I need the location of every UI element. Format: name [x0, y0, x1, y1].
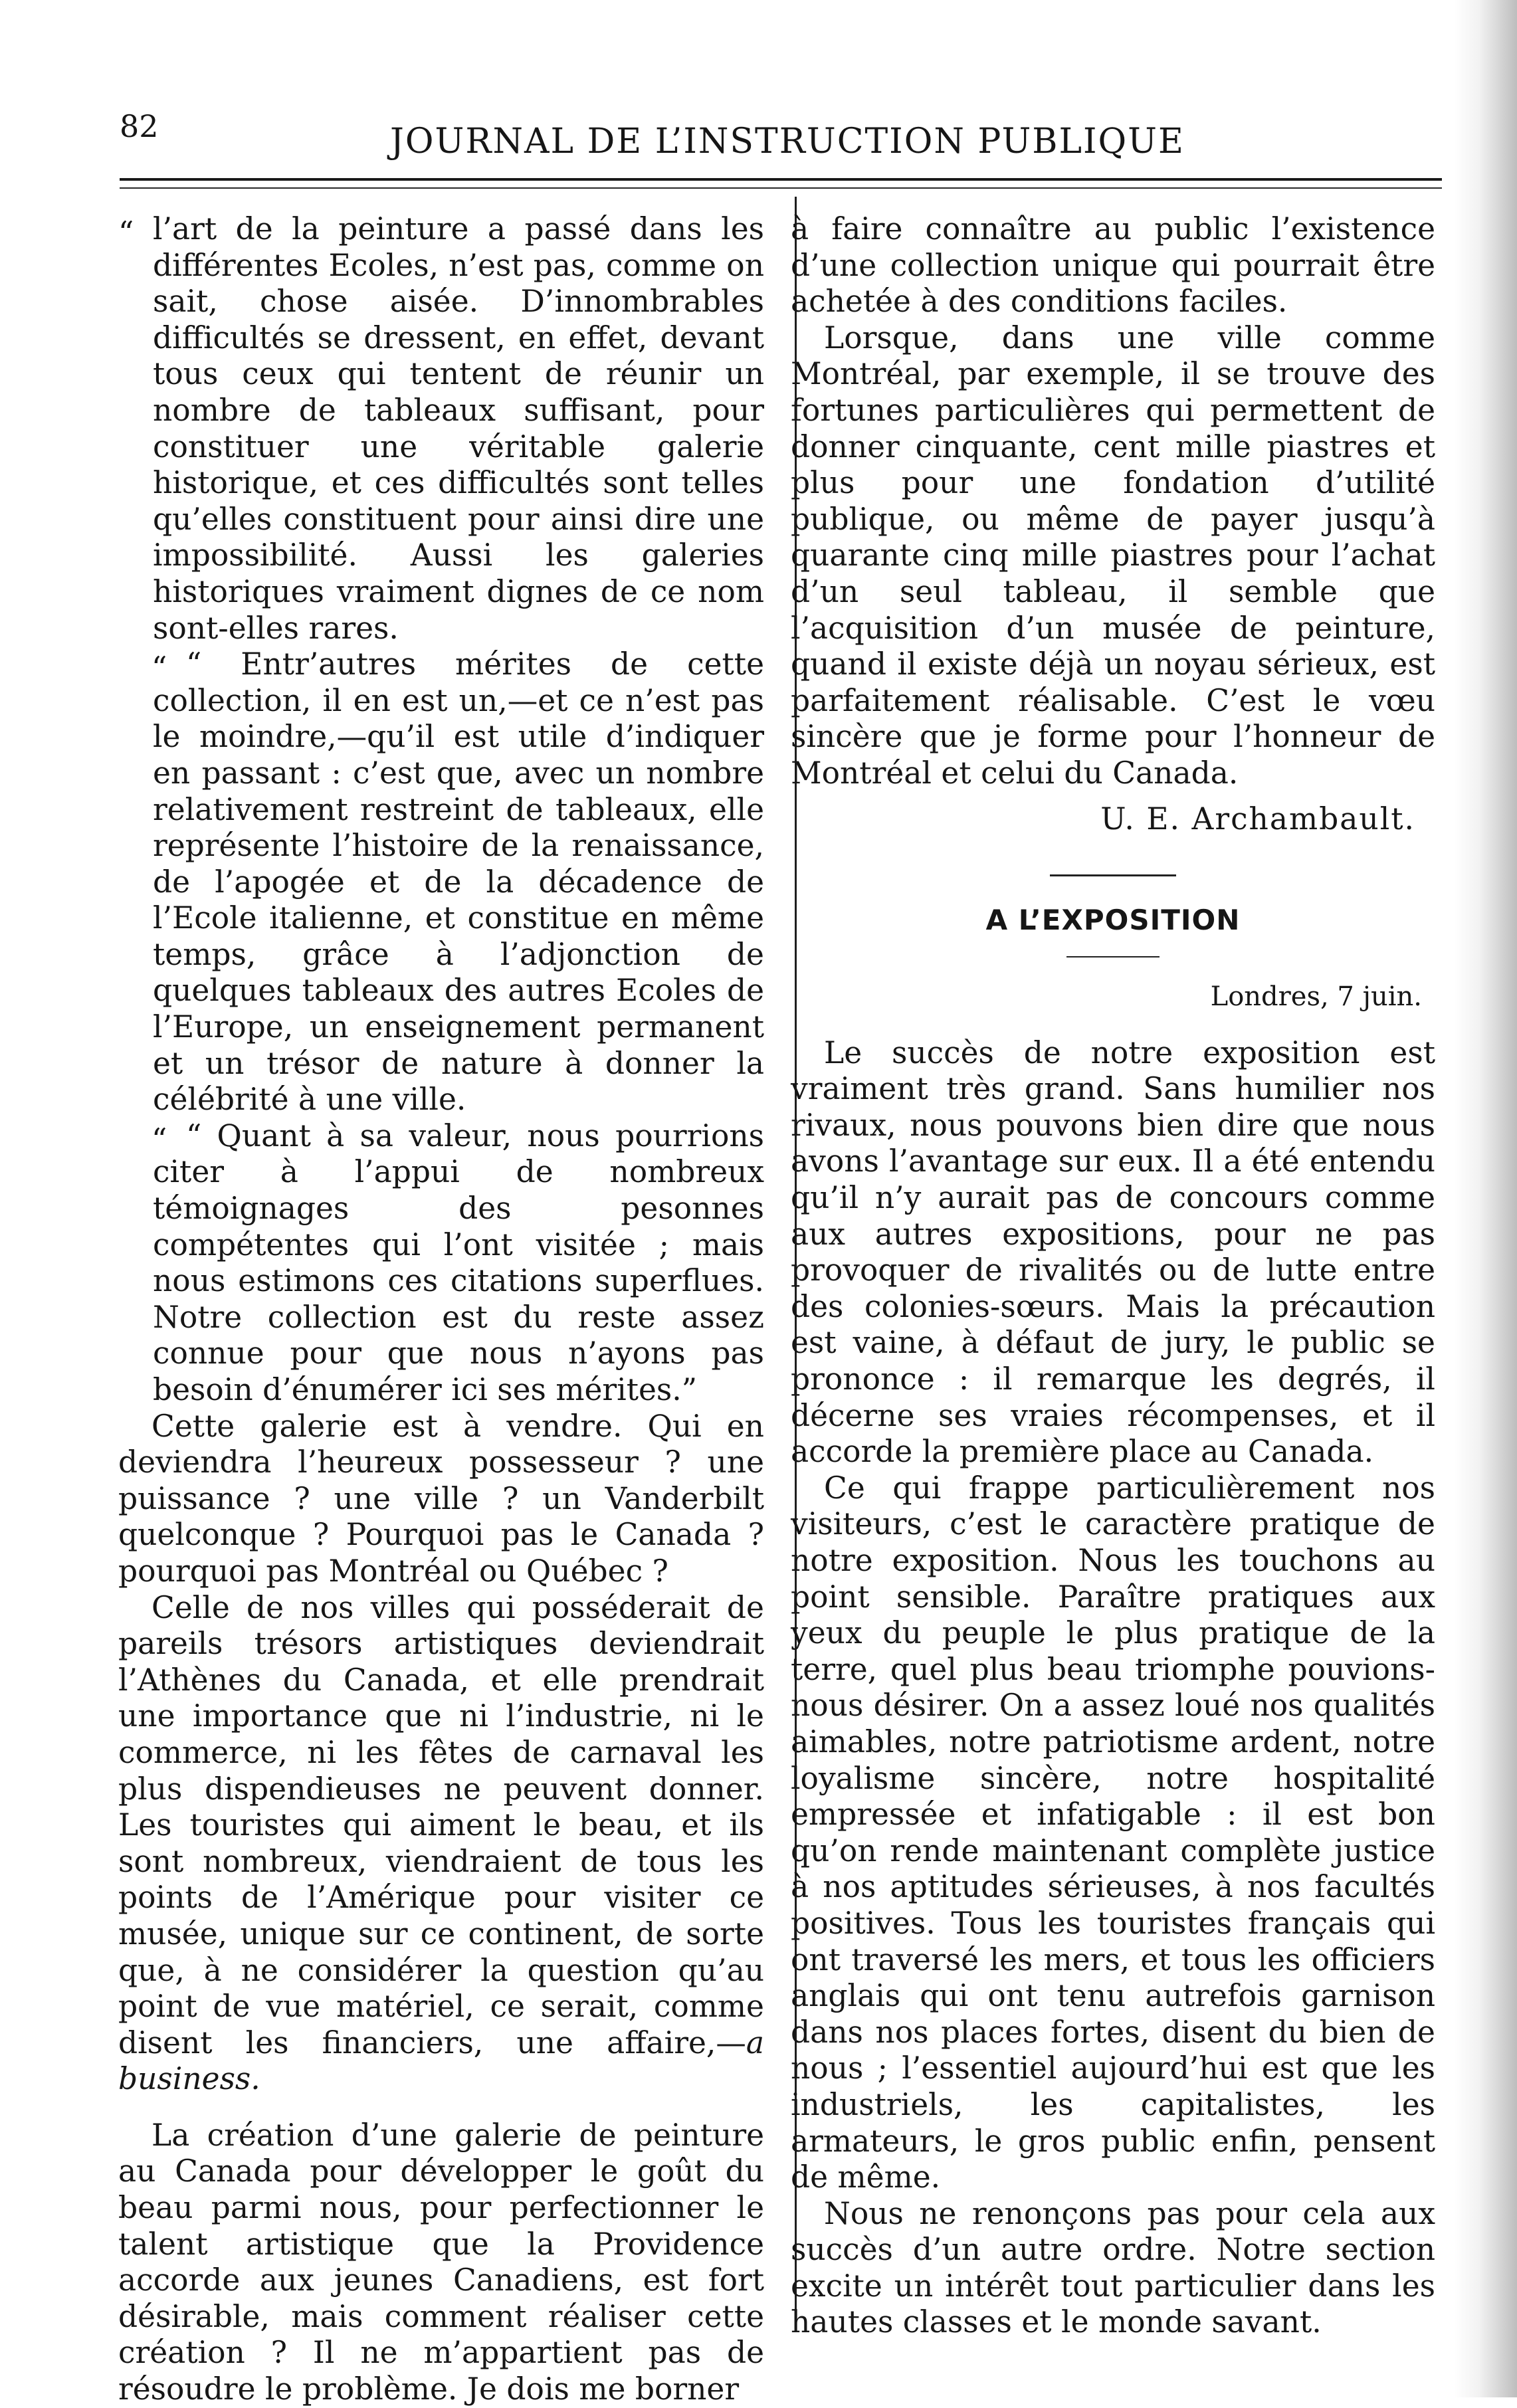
dateline: Londres, 7 juin. — [1210, 981, 1422, 1013]
quoted-passage — [118, 211, 764, 1409]
author-signature: U. E. Archambault. — [1100, 801, 1415, 837]
body-paragraph — [118, 1590, 764, 2098]
page-edge-shadow — [1454, 0, 1517, 2397]
paragraph-gap — [791, 1015, 1435, 1035]
quoted-paragraph: “ l’art de la peinture a passé dans les différentes Ecoles, n’est pas, comme on sait, chose aisée. D’innombrables difficultés se dressent, en effet, devant tous ceux qui tentent de réunir un nombre de tableaux suffisant, pour constituer une véritable galerie historique, et ces difficultés sont telles qu’elles constituent pour ainsi dire une impossibilité. Aussi les galeries historiques vraiment dignes de ce nom sont-elles rares. — [118, 211, 764, 647]
body-paragraph: Ce qui frappe particulièrement nos visiteurs, c’est le caractère pratique de notre exposition. Nous les touchons au point sensible. Paraître pratiques aux yeux du peuple le plus pratique de la terre, quel plus beau triomphe pouvions-nous désirer. On a assez loué nos qualités aimables, notre patriotisme ardent, notre loyalisme sincère, notre hospitalité empressée et infatigable : il est bon qu’on rende maintenant complète justice à nos aptitudes sérieuses, à nos facultés positives. Tous les touristes français qui ont traversé les mers, et tous les officiers anglais qui ont tenu autrefois garnison dans nos places fortes, disent du bien de nous ; l’essentiel aujourd’hui est que les industriels, les capitalistes, les armateurs, le gros public enfin, pensent de même. — [791, 1470, 1435, 2195]
quoted-paragraph: “ “ Entr’autres mérites de cette collection, il en est un,—et ce n’est pas le moindre,—qu’il est utile d’indiquer en passant : c’est que, avec un nombre relativement restreint de tableaux, elle représente l’histoire de la renaissance, de l’apogée et de la décadence de l’Ecole italienne, et constitue en même temps, grâce à l’adjonction de quelques tableaux des autres Ecoles de l’Europe, un enseignement permanent et un trésor de nature à donner la célébrité à une ville. — [118, 647, 764, 1118]
italic-phrase: a business. — [118, 2025, 764, 2097]
header-rule — [120, 178, 1442, 181]
left-column — [118, 211, 764, 2408]
body-paragraph: Le succès de notre exposition est vraiment très grand. Sans humilier nos rivaux, nous pouvons bien dire que nous avons l’avantage sur eux. Il a été entendu qu’il n’y aurait pas de concours comme aux autres expositions, pour ne pas provoquer de rivalités ou de lutte entre des colonies-sœurs. Mais la précaution est vaine, à défaut de jury, le public se prononce : il remarque les degrés, il décerne ses vraies récompenses, et il accorde la première place au Canada. — [791, 1035, 1435, 1470]
body-paragraph: Nous ne renonçons pas pour cela aux succès d’un autre ordre. Notre section excite un intérêt tout particulier dans les hautes classes et le monde savant. — [791, 2195, 1435, 2340]
header-rule-thin — [120, 187, 1442, 189]
body-paragraph: Cette galerie est à vendre. Qui en deviendra l’heureux possesseur ? une puissance ? une ville ? un Vanderbilt quelconque ? Pourquoi pas le Canada ? pourquoi pas Montréal ou Québec ? — [118, 1408, 764, 1589]
paragraph-text: Celle de nos villes qui posséderait de pareils trésors artistiques deviendrait l’Athènes du Canada, et elle prendrait une importance que ni l’industrie, ni le commerce, ni les fêtes de carnaval les plus dispendieuses ne peuvent donner. Les touristes qui aiment le beau, et ils sont nombreux, viendraient de tous les points de l’Amérique pour visiter ce musée, unique sur ce continent, de sorte que, à ne considérer la question qu’au point de vue matériel, ce serait, comme disent les financiers, une affaire,— — [118, 1589, 764, 2060]
continued-paragraph: à faire connaître au public l’existence d’une collection unique qui pourrait être achetée à des conditions faciles. — [791, 211, 1435, 320]
body-paragraph: Lorsque, dans une ville comme Montréal, par exemple, il se trouve des fortunes particulières qui permettent de donner cinquante, cent mille piastres et plus pour une fondation d’utilité publique, ou même de payer jusqu’à quarante cinq mille piastres pour l’achat d’un seul tableau, il semble que l’acquisition d’un musée de peinture, quand il existe déjà un noyau sérieux, est parfaitement réalisable. C’est le vœu sincère que je forme pour l’honneur de Montréal et celui du Canada. — [791, 320, 1435, 791]
section-separator — [1050, 874, 1176, 876]
section-title: A L’EXPOSITION — [985, 904, 1241, 937]
right-column — [791, 211, 1435, 2341]
title-underline — [1066, 956, 1160, 957]
running-head: JOURNAL DE L’INSTRUCTION PUBLIQUE — [390, 122, 1185, 161]
page-number: 82 — [120, 108, 159, 144]
quoted-paragraph: “ “ Quant à sa valeur, nous pourrions citer à l’appui de nombreux témoignages des pesonnes compétentes qui l’ont visitée ; mais nous estimons ces citations superflues. Notre collection est du reste assez connue pour que nous n’ayons pas besoin d’énumérer ici ses mérites.” — [118, 1118, 764, 1409]
body-paragraph: La création d’une galerie de peinture au Canada pour développer le goût du beau parmi nous, pour perfectionner le talent artistique que la Providence accorde aux jeunes Canadiens, est fort désirable, mais comment réaliser cette création ? Il ne m’appartient pas de résoudre le problème. Je dois me borner — [118, 2117, 764, 2407]
paragraph-gap — [118, 2098, 764, 2118]
